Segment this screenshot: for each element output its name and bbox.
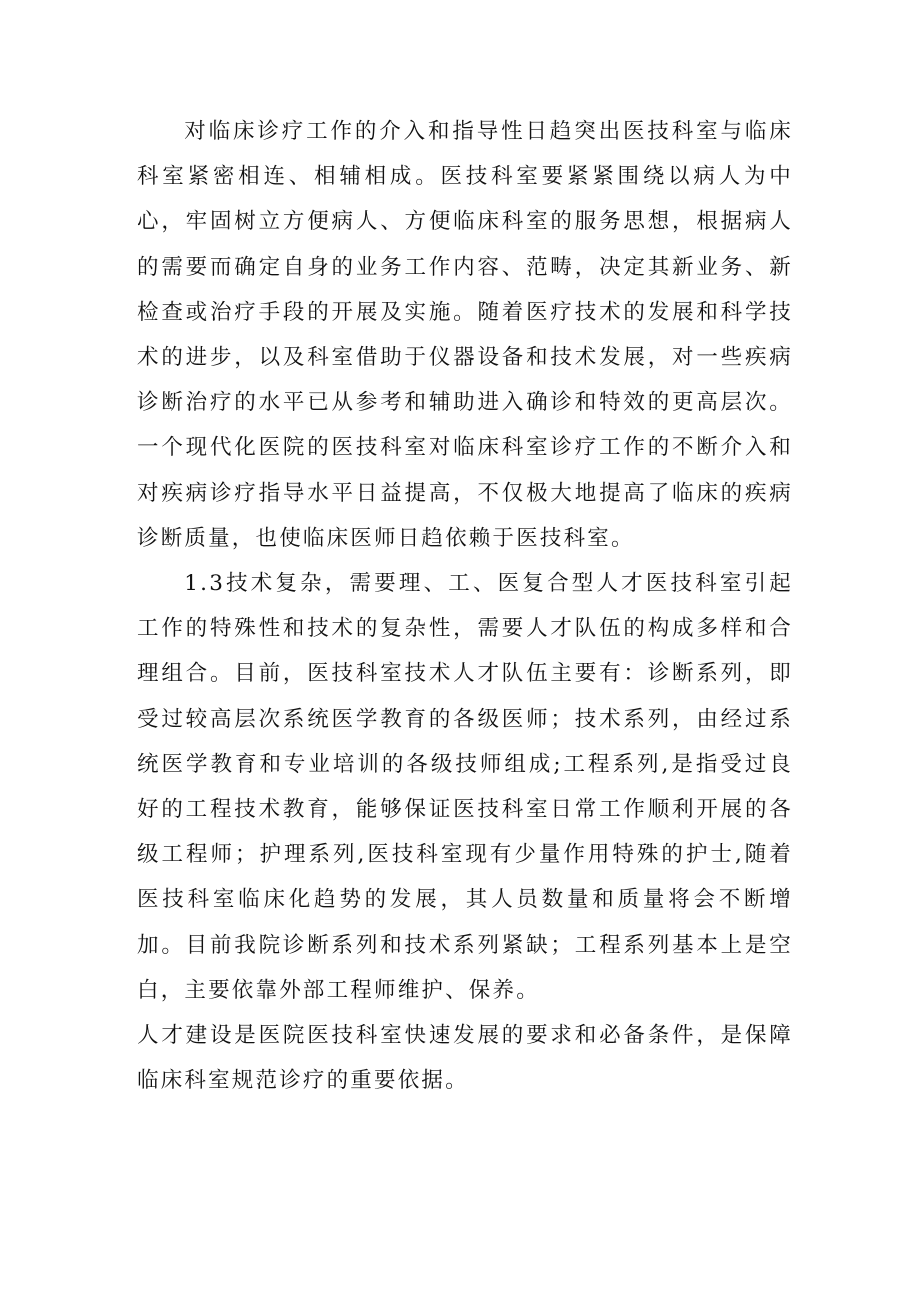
document-body [137, 109, 793, 1103]
paragraph-talent-building: 人才建设是医院医技科室快速发展的要求和必备条件，是保障临床科室规范诊疗的重要依据。 [137, 1023, 793, 1094]
paragraph-technical-complexity: 1.3技术复杂，需要理、工、医复合型人才医技科室引起工作的特殊性和技术的复杂性，需要人才队伍的构成多样和合理组合。目前，医技科室技术人才队伍主要有：诊断系列，即受过较高层次系统医学教育的各级医师；技术系列，由经过系统医学教育和专业培训的各级技师组成;工程系列,是指受过良好的工程技术教育，能够保证医技科室日常工作顺利开展的各级工程师；护理系列,医技科室现有少量作用特殊的护士,随着医技科室临床化趋势的发展，其人员数量和质量将会不断增加。目前我院诊断系列和技术系列紧缺；工程系列基本上是空白，主要依靠外部工程师维护、保养。 [137, 571, 793, 1003]
paragraph-clinical-guidance: 对临床诊疗工作的介入和指导性日趋突出医技科室与临床科室紧密相连、相辅相成。医技科室要紧紧围绕以病人为中心，牢固树立方便病人、方便临床科室的服务思想，根据病人的需要而确定自身的业务工作内容、范畴，决定其新业务、新检查或治疗手段的开展及实施。随着医疗技术的发展和科学技术的进步，以及科室借助于仪器设备和技术发展，对一些疾病诊断治疗的水平已从参考和辅助进入确诊和特效的更高层次。一个现代化医院的医技科室对临床科室诊疗工作的不断介入和对疾病诊疗指导水平日益提高，不仅极大地提高了临床的疾病诊断质量，也使临床医师日趋依赖于医技科室。 [137, 119, 793, 551]
